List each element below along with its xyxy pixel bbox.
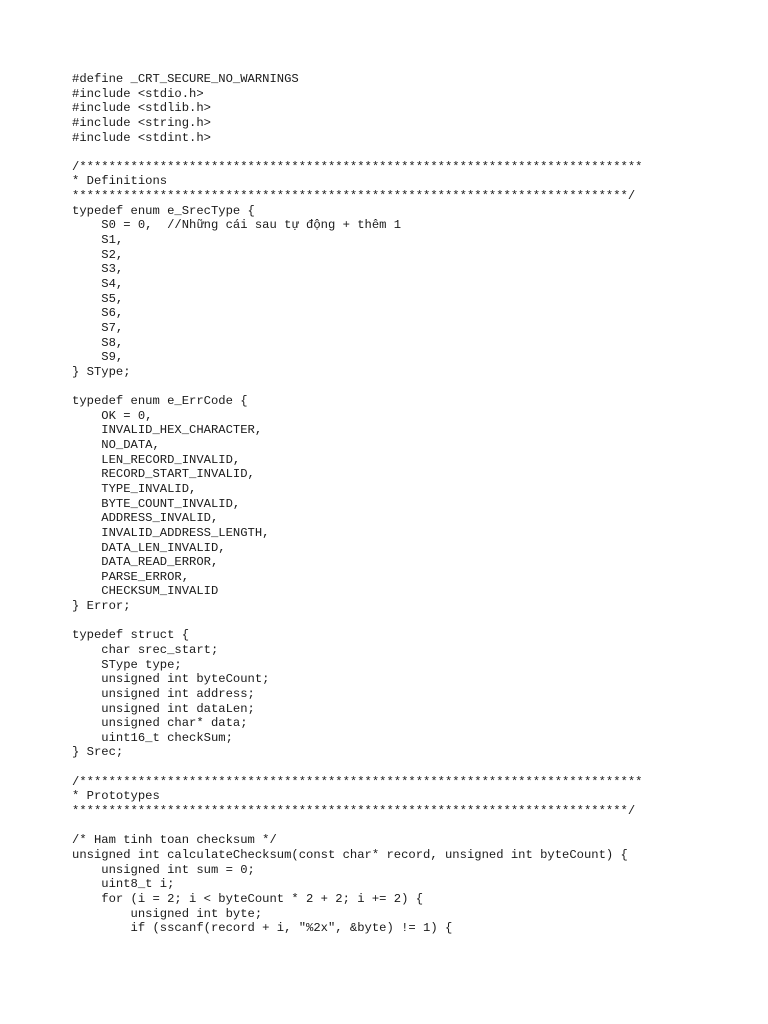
code-line: #define _CRT_SECURE_NO_WARNINGS xyxy=(72,72,299,86)
code-line: char srec_start; xyxy=(72,642,219,657)
code-line: S6, xyxy=(72,306,124,321)
code-line: typedef enum e_ErrCode { xyxy=(72,394,248,409)
code-line: OK = 0, xyxy=(72,408,153,423)
code-line: typedef enum e_SrecType { xyxy=(72,203,255,218)
code-line: } SType; xyxy=(72,364,131,379)
code-line xyxy=(72,819,642,834)
code-line: * Definitions xyxy=(72,174,168,189)
code-line xyxy=(72,145,642,160)
code-line: unsigned int address; xyxy=(72,686,255,701)
code-line: typedef struct { xyxy=(72,628,190,643)
code-line: INVALID_HEX_CHARACTER, xyxy=(72,423,263,438)
code-line: unsigned int calculateChecksum(const char* record, unsigned int byteCount) { xyxy=(72,847,628,862)
code-line: ****************************************************************************/ xyxy=(72,804,636,819)
code-line: ADDRESS_INVALID, xyxy=(72,511,219,526)
code-listing xyxy=(72,72,642,936)
code-line: /***************************************************************************** xyxy=(72,159,643,174)
code-line: unsigned char* data; xyxy=(72,716,248,731)
code-line: INVALID_ADDRESS_LENGTH, xyxy=(72,525,270,540)
code-line: if (sscanf(record + i, "%2x", &byte) != 1) { xyxy=(72,921,453,936)
code-line: } Error; xyxy=(72,599,131,614)
code-line: DATA_LEN_INVALID, xyxy=(72,540,226,555)
code-line: * Prototypes xyxy=(72,789,160,804)
code-line: DATA_READ_ERROR, xyxy=(72,555,219,570)
code-line xyxy=(72,614,642,629)
code-line: #include <stdio.h> xyxy=(72,86,204,101)
code-line: S2, xyxy=(72,247,124,262)
code-line: uint8_t i; xyxy=(72,877,175,892)
code-line: unsigned int byteCount; xyxy=(72,672,270,687)
code-line: uint16_t checkSum; xyxy=(72,730,233,745)
code-line xyxy=(72,379,642,394)
code-line: #include <stdint.h> xyxy=(72,130,211,145)
code-line: /* Ham tinh toan checksum */ xyxy=(72,833,277,848)
code-line: S8, xyxy=(72,335,124,350)
code-line: SType type; xyxy=(72,657,182,672)
code-line: S9, xyxy=(72,350,124,365)
code-line: #include <string.h> xyxy=(72,115,211,130)
code-line: #include <stdlib.h> xyxy=(72,101,211,116)
code-line: for (i = 2; i < byteCount * 2 + 2; i += 2) { xyxy=(72,891,424,906)
code-line: /***************************************************************************** xyxy=(72,774,643,789)
code-line: TYPE_INVALID, xyxy=(72,481,197,496)
code-line: BYTE_COUNT_INVALID, xyxy=(72,496,241,511)
code-line: S3, xyxy=(72,262,124,277)
code-line: unsigned int dataLen; xyxy=(72,701,255,716)
code-line: RECORD_START_INVALID, xyxy=(72,467,255,482)
code-line: unsigned int sum = 0; xyxy=(72,862,255,877)
code-line: S7, xyxy=(72,320,124,335)
code-line xyxy=(72,760,642,775)
code-line: unsigned int byte; xyxy=(72,906,263,921)
code-line: S4, xyxy=(72,276,124,291)
code-line: LEN_RECORD_INVALID, xyxy=(72,452,241,467)
code-line: S5, xyxy=(72,291,124,306)
code-line: S1, xyxy=(72,233,124,248)
code-line: CHECKSUM_INVALID xyxy=(72,584,219,599)
code-line: S0 = 0, //Những cái sau tự động + thêm 1 xyxy=(72,218,402,233)
code-line: ****************************************************************************/ xyxy=(72,189,636,204)
code-line: PARSE_ERROR, xyxy=(72,569,190,584)
code-line: NO_DATA, xyxy=(72,438,160,453)
code-line: } Srec; xyxy=(72,745,124,760)
